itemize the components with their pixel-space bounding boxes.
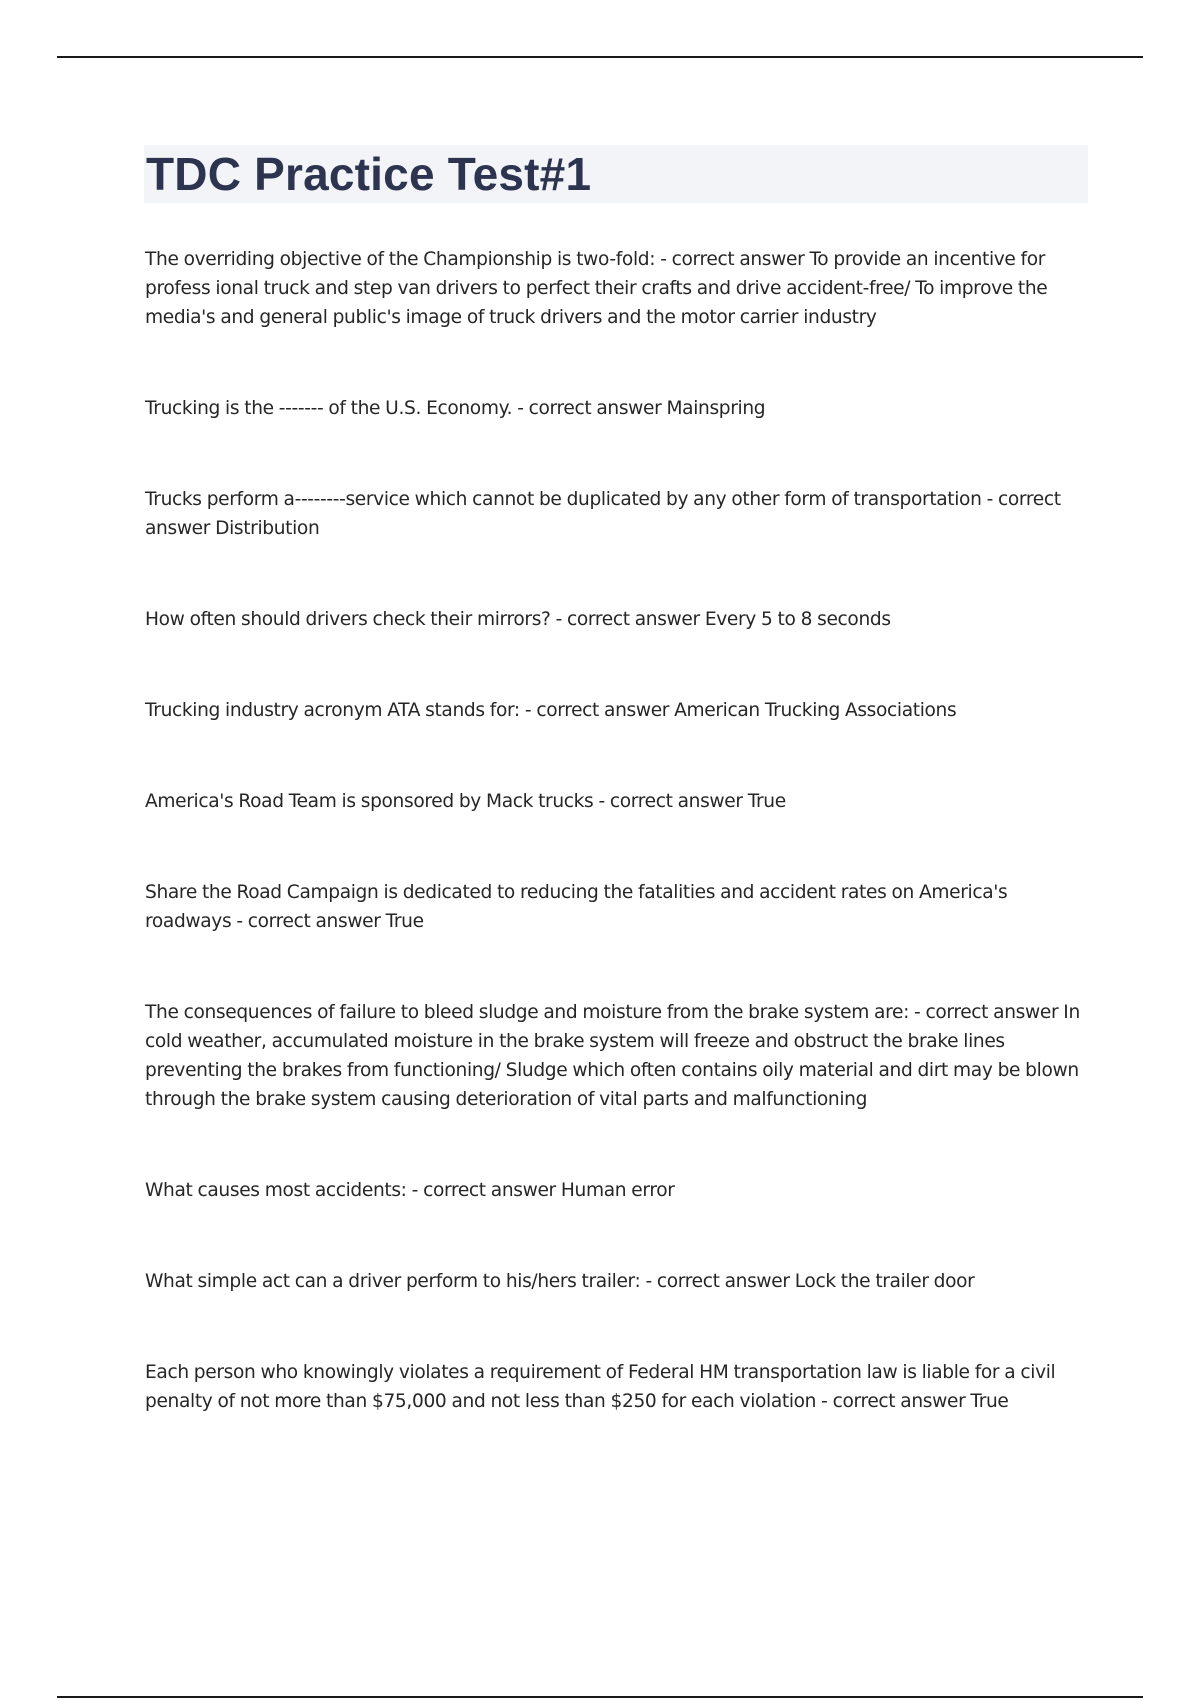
qa-item-6: America's Road Team is sponsored by Mack trucks - correct answer True [145, 791, 786, 812]
question-answer-list [145, 245, 1090, 1478]
qa-item-5: Trucking industry acronym ATA stands for: - correct answer American Trucking Associations [145, 700, 957, 721]
qa-item-1: The overriding objective of the Championship is two-fold: - correct answer To provide an incentive for profess ional truck and step van drivers to perfect their crafts and drive accident-free/ To improve the media's and general public's image of truck drivers and the motor carrier industry [145, 249, 1048, 328]
top-divider [57, 56, 1143, 58]
qa-item-9: What causes most accidents: - correct answer Human error [145, 1180, 675, 1201]
qa-item-4: How often should drivers check their mirrors? - correct answer Every 5 to 8 seconds [145, 609, 891, 630]
qa-item-2: Trucking is the ------- of the U.S. Economy. - correct answer Mainspring [145, 398, 766, 419]
qa-item-7: Share the Road Campaign is dedicated to reducing the fatalities and accident rates on America's roadways - correct answer True [145, 882, 1008, 932]
page-title: TDC Practice Test#1 [146, 148, 592, 200]
qa-item-10: What simple act can a driver perform to his/hers trailer: - correct answer Lock the trailer door [145, 1271, 975, 1292]
qa-item-8: The consequences of failure to bleed sludge and moisture from the brake system are: - correct answer In cold weather, accumulated moisture in the brake system will freeze and obstruct the brake lines preventing the brakes from functioning/ Sludge which often contains oily material and dirt may be blown through the brake system causing deterioration of vital parts and malfunctioning [145, 1002, 1080, 1110]
qa-item-11: Each person who knowingly violates a requirement of Federal HM transportation law is liable for a civil penalty of not more than $75,000 and not less than $250 for each violation - correct answer True [145, 1362, 1056, 1412]
bottom-divider [57, 1696, 1143, 1698]
qa-item-3: Trucks perform a--------service which cannot be duplicated by any other form of transportation - correct answer Distribution [145, 489, 1061, 539]
title-banner [144, 145, 1088, 203]
